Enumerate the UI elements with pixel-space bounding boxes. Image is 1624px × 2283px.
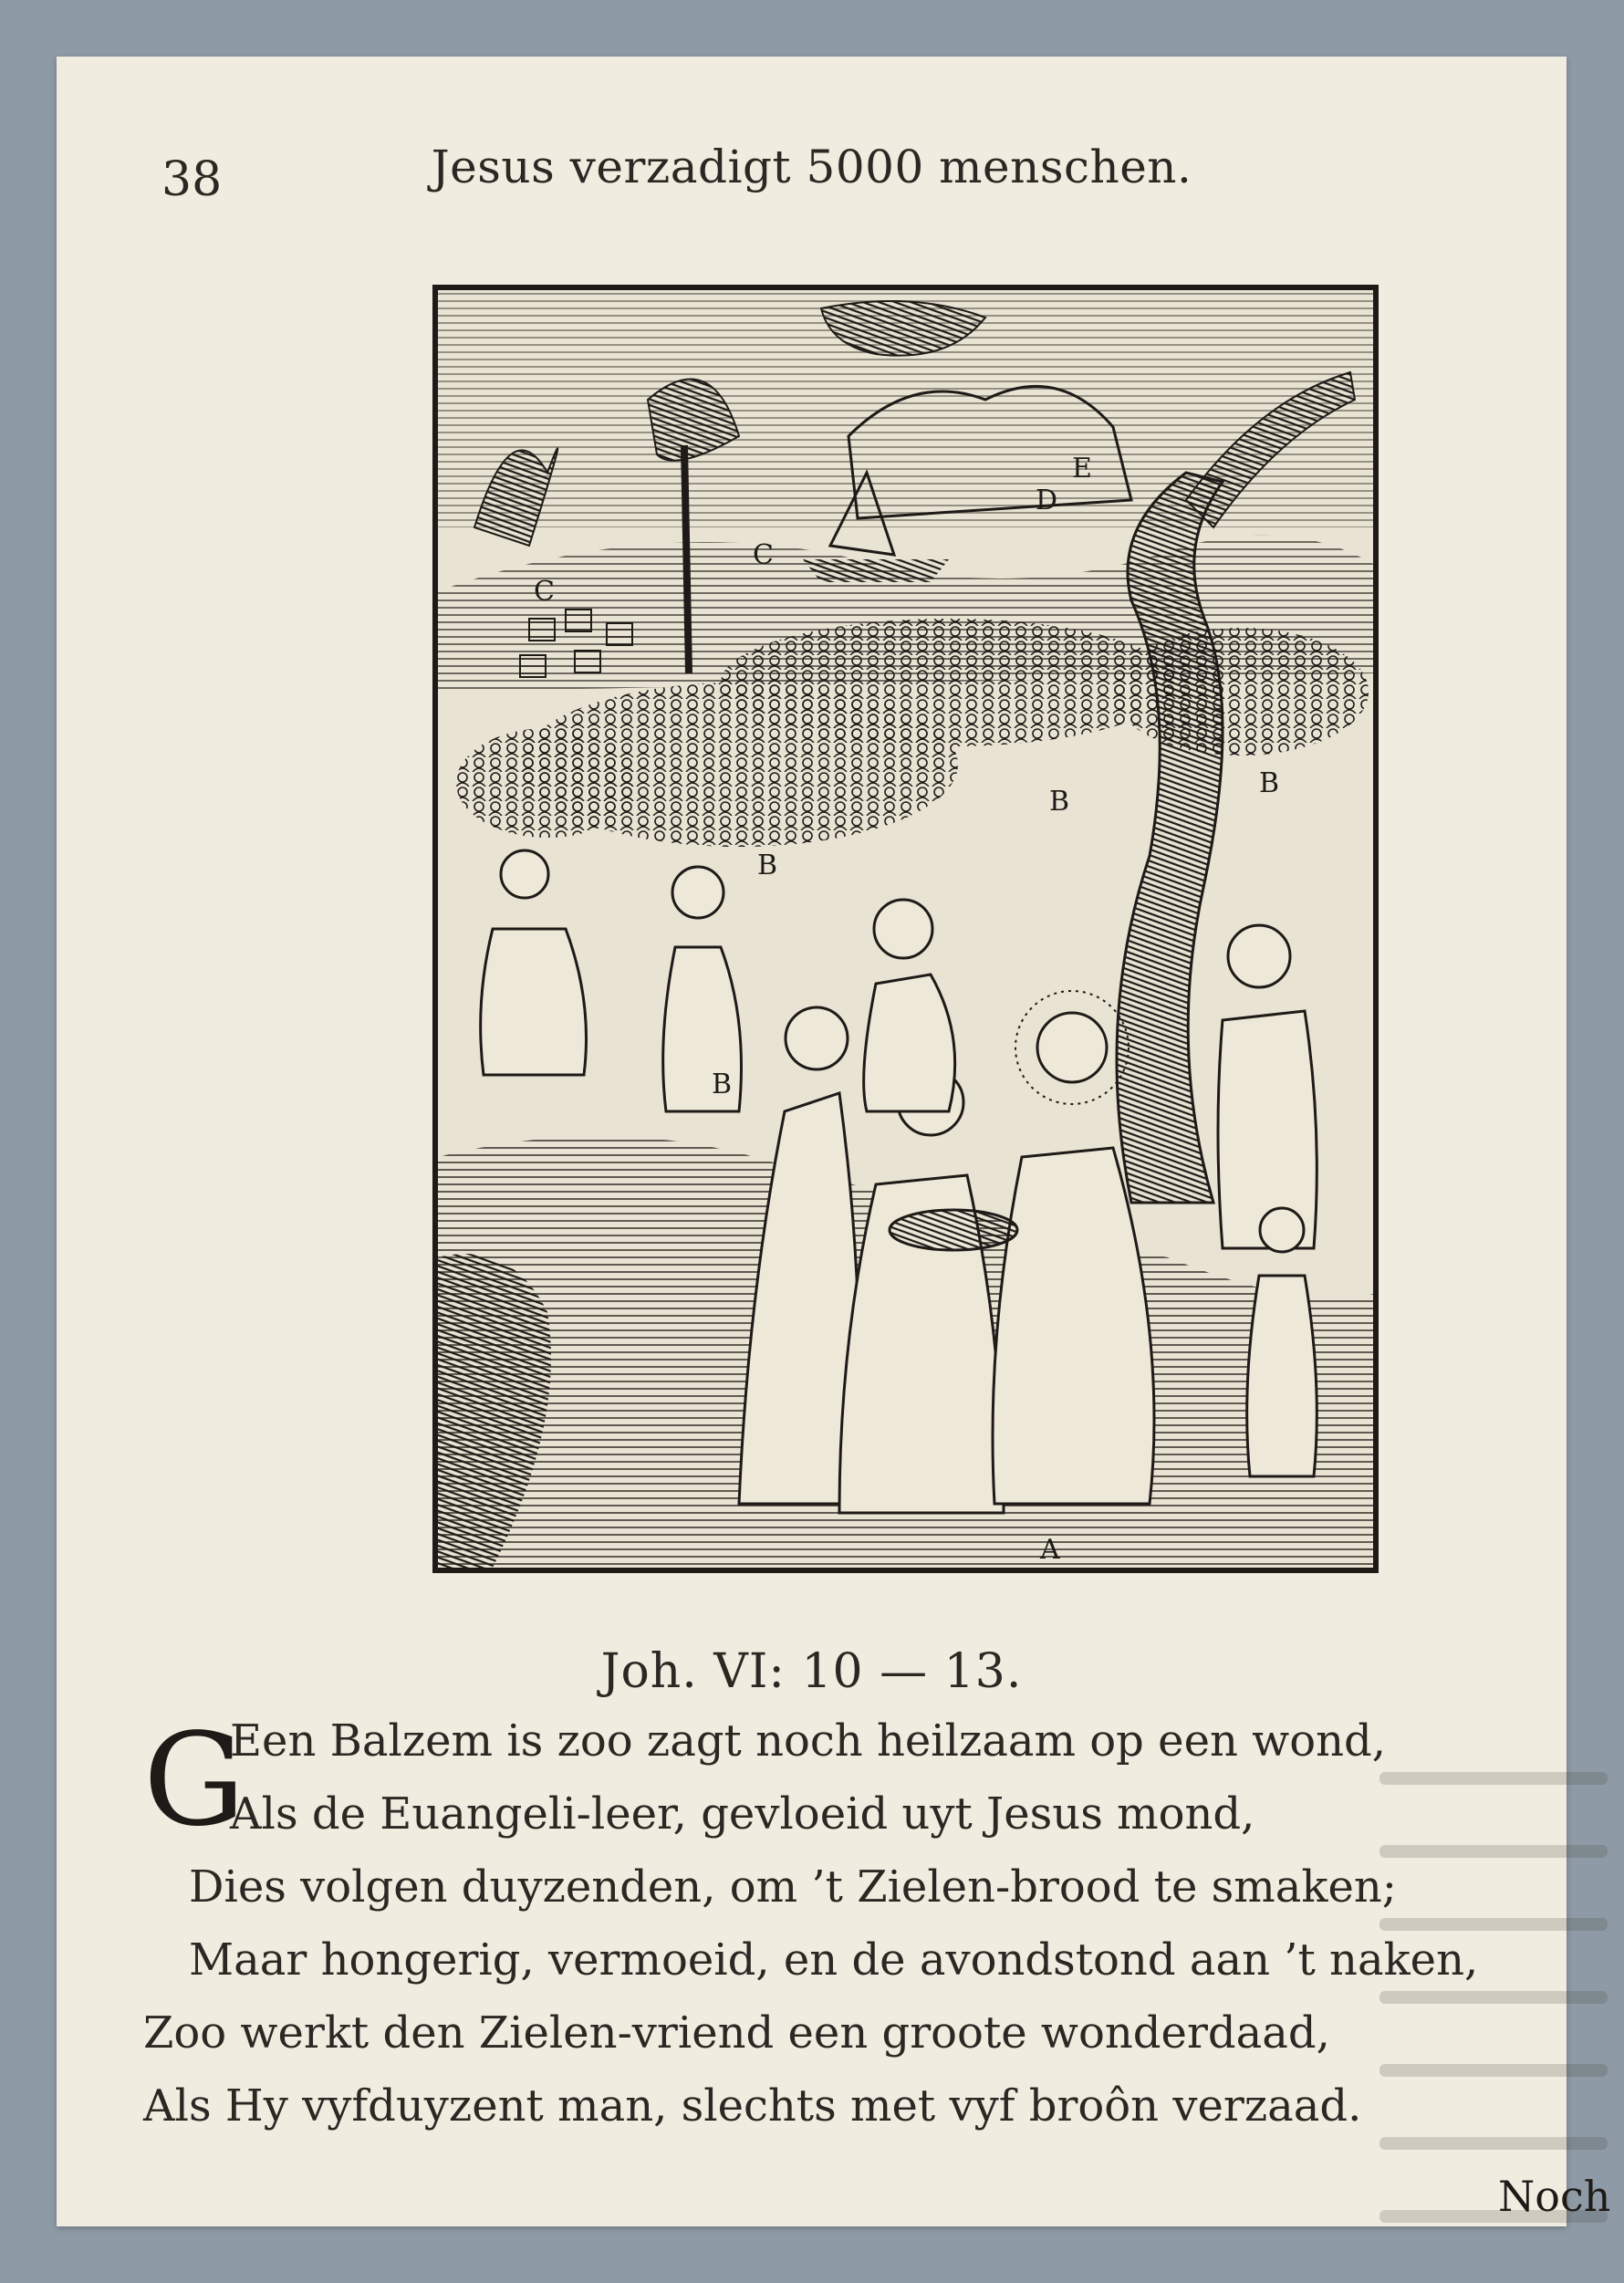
label-d: D xyxy=(1036,485,1058,516)
verse-line: Zoo werkt den Zielen-vriend een groote wonderdaad, xyxy=(143,2007,1330,2059)
label-b: B xyxy=(1049,786,1070,818)
label-c: C xyxy=(534,576,555,608)
woodcut-illustration xyxy=(432,285,1379,1573)
scripture-reference: Joh. VI: 10 — 13. xyxy=(600,1644,1023,1699)
woodcut-drawing xyxy=(438,290,1373,1568)
drop-cap: G xyxy=(143,1706,245,1855)
verse-line: Als de Euangeli-leer, gevloeid uyt Jesus mond, xyxy=(230,1788,1255,1840)
verse-line: Een Balzem is zoo zagt noch heilzaam op een wond, xyxy=(230,1715,1387,1767)
label-a: A xyxy=(1040,1534,1060,1566)
verse-line: Als Hy vyfduyzent man, slechts met vyf broôn verzaad. xyxy=(143,2080,1362,2132)
label-e: E xyxy=(1072,453,1092,485)
book-page xyxy=(57,57,1611,2226)
label-c: C xyxy=(753,539,774,571)
label-b: B xyxy=(757,850,778,881)
verse-line: Dies volgen duyzenden, om ’t Zielen-brood te smaken; xyxy=(189,1861,1397,1913)
label-b: B xyxy=(712,1069,733,1100)
catchword: Noch xyxy=(1498,2172,1611,2221)
running-title: Jesus verzadigt 5000 menschen. xyxy=(431,141,1192,193)
label-b: B xyxy=(1259,767,1280,799)
verse-line: Maar hongerig, vermoeid, en de avondstond aan ’t naken, xyxy=(189,1934,1479,1986)
page-number: 38 xyxy=(161,152,223,207)
